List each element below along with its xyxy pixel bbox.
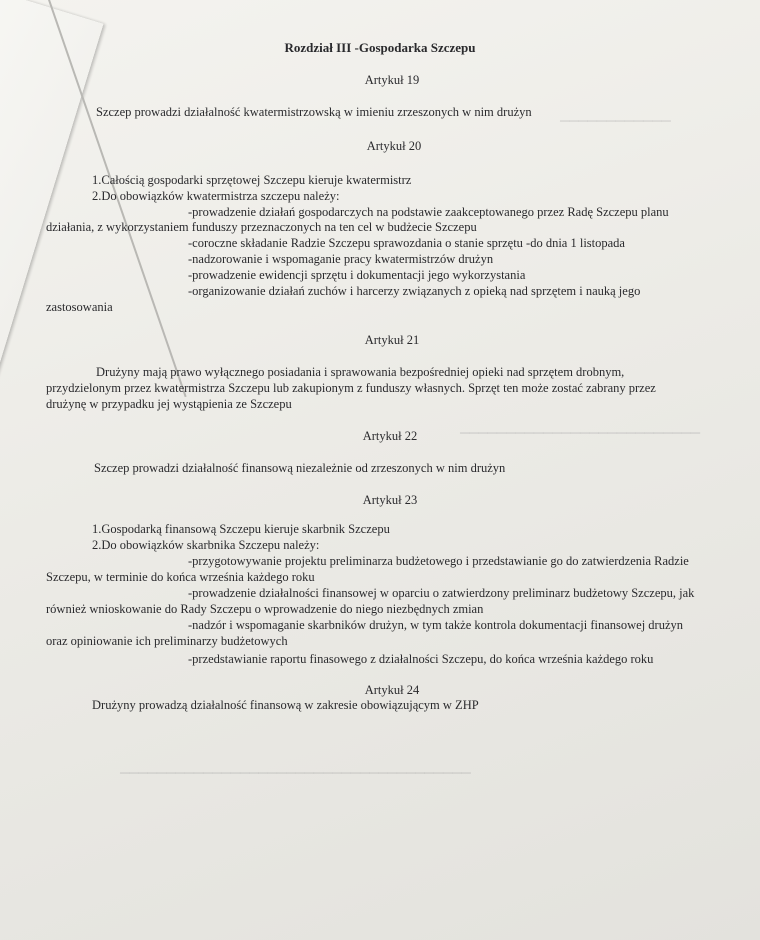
article-22-text: Szczep prowadzi działalność finansową niezależnie od zrzeszonych w nim drużyn xyxy=(94,461,506,475)
show-through-text: ▁▁▁▁▁▁▁▁▁▁▁▁▁▁▁▁▁▁▁▁▁▁▁▁▁▁ xyxy=(460,420,700,434)
article-21-line: przydzielonym przez kwatermistrza Szczepu lub zakupionym z funduszy własnych. Sprzęt ten może zostać zabrany przez xyxy=(46,381,656,395)
show-through-text: ▁▁▁▁▁▁▁▁▁▁▁▁ xyxy=(560,108,671,122)
article-23-line: -przygotowywanie projektu preliminarza budżetowego i przedstawianie go do zatwierdzenia Radzie xyxy=(188,554,689,568)
article-19-text: Szczep prowadzi działalność kwatermistrzowską w imieniu zrzeszonych w nim drużyn xyxy=(96,105,532,119)
article-20-line: 1.Całością gospodarki sprzętowej Szczepu kieruje kwatermistrz xyxy=(92,173,412,187)
article-23-line: również wnioskowanie do Rady Szczepu o wprowadzenie do niego niezbędnych zmian xyxy=(46,602,484,616)
article-19-heading: Artykuł 19 xyxy=(364,73,420,87)
article-23-heading: Artykuł 23 xyxy=(362,493,418,507)
article-20-line: -prowadzenie działań gospodarczych na podstawie zaakceptowanego przez Radę Szczepu planu xyxy=(188,205,669,219)
article-21-line: Drużyny mają prawo wyłącznego posiadania i sprawowania bezpośredniej opieki nad sprzętem drobnym, xyxy=(96,365,625,379)
article-24-heading: Artykuł 24 xyxy=(364,683,420,697)
article-23-line: -przedstawianie raportu finasowego z działalności Szczepu, do końca września każdego roku xyxy=(188,652,654,666)
show-through-text: ▁▁▁▁▁▁▁▁▁▁▁▁▁▁▁▁▁▁▁▁▁▁▁▁▁▁▁▁▁▁▁▁▁▁▁▁▁▁ xyxy=(120,760,471,774)
article-21-line: drużynę w przypadku jej wystąpienia ze Szczepu xyxy=(46,397,292,411)
article-23-line: -nadzór i wspomaganie skarbników drużyn, w tym także kontrola dokumentacji finansowej drużyn xyxy=(188,618,684,632)
article-23-line: -prowadzenie działalności finansowej w oparciu o zatwierdzony preliminarz budżetowy Szczepu, jak xyxy=(188,586,695,600)
article-20-line: działania, z wykorzystaniem funduszy przeznaczonych na ten cel w budżecie Szczepu xyxy=(46,220,477,234)
article-21-heading: Artykuł 21 xyxy=(364,333,420,347)
article-24-text: Drużyny prowadzą działalność finansową w zakresie obowiązującym w ZHP xyxy=(92,698,479,712)
article-22-heading: Artykuł 22 xyxy=(362,429,418,443)
article-20-line: -nadzorowanie i wspomaganie pracy kwatermistrzów drużyn xyxy=(188,252,494,266)
article-20-line: zastosowania xyxy=(46,300,113,314)
article-23-line: 1.Gospodarką finansową Szczepu kieruje skarbnik Szczepu xyxy=(92,522,390,536)
article-20-line: -organizowanie działań zuchów i harcerzy związanych z opieką nad sprzętem i nauką jego xyxy=(188,284,641,298)
article-20-line: -coroczne składanie Radzie Szczepu sprawozdania o stanie sprzętu -do dnia 1 listopada xyxy=(188,236,625,250)
article-20-heading: Artykuł 20 xyxy=(366,139,422,153)
article-20-line: 2.Do obowiązków kwatermistrza szczepu należy: xyxy=(92,189,340,203)
article-23-line: Szczepu, w terminie do końca września każdego roku xyxy=(46,570,315,584)
article-23-line: oraz opiniowanie ich preliminarzy budżetowych xyxy=(46,634,288,648)
article-23-line: 2.Do obowiązków skarbnika Szczepu należy: xyxy=(92,538,320,552)
chapter-title: Rozdział III -Gospodarka Szczepu xyxy=(284,40,476,55)
article-20-line: -prowadzenie ewidencji sprzętu i dokumentacji jego wykorzystania xyxy=(188,268,526,282)
